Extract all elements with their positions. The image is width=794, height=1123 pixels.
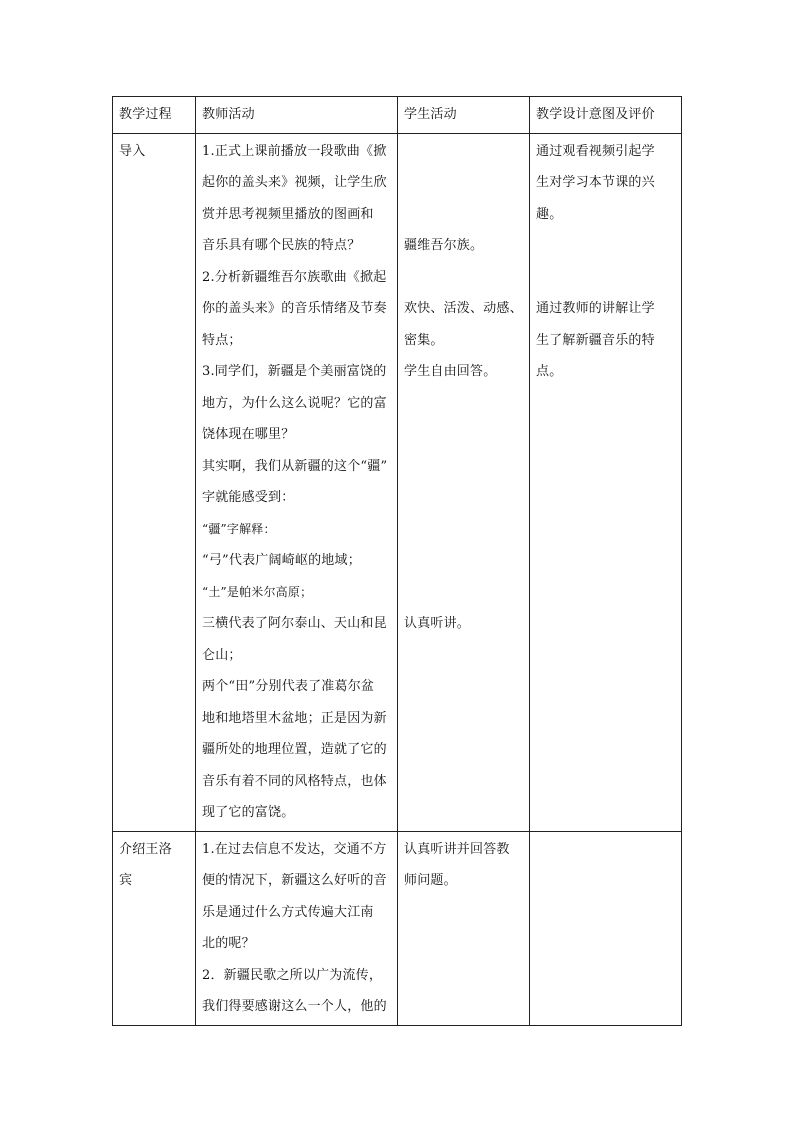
teacher-line: 起你的盖头来》视频，让学生欣: [202, 175, 387, 190]
teacher-line: 我们得要感谢这么一个人，他的: [202, 999, 387, 1014]
intent-line: 生了解新疆音乐的特: [536, 332, 655, 348]
teacher-line: 1.正式上课前播放一段歌曲《掀: [202, 143, 387, 159]
header-row: [113, 97, 682, 134]
header-student-activity: 学生活动: [398, 97, 530, 134]
teacher-line: 便的情况下，新疆这么好听的音: [202, 873, 387, 888]
intent-line: 通过教师的讲解让学: [536, 301, 655, 316]
student-line: 疆维吾尔族。: [404, 238, 484, 253]
teacher-line: 北的呢？: [202, 936, 255, 951]
teacher-line: 音乐具有哪个民族的特点？: [202, 238, 361, 253]
stage-cell: [113, 831, 196, 1025]
teacher-line: 地方，为什么这么说呢？它的富: [202, 395, 387, 411]
student-line: 学生自由回答。: [404, 364, 497, 379]
header-teacher-activity: 教师活动: [196, 97, 398, 134]
student-line: 欢快、活泼、动感、: [404, 301, 523, 316]
teacher-line: 仑山；: [202, 647, 242, 663]
stage-cell: [113, 133, 196, 831]
teacher-line: 字就能感受到：: [202, 490, 295, 505]
intent-line: 生对学习本节课的兴: [536, 175, 655, 190]
student-activity-cell: [398, 831, 530, 1025]
stage-text: 导入: [119, 143, 146, 159]
student-line: 认真听讲。: [404, 616, 471, 631]
teacher-line: 赏并思考视频里播放的图画和: [202, 206, 374, 222]
design-intent-cell: [530, 133, 682, 831]
teacher-line: 两个“田”分别代表了准葛尔盆: [202, 679, 375, 694]
design-intent-cell: [530, 831, 682, 1025]
teacher-activity-cell: [196, 831, 398, 1025]
teacher-line: 特点；: [202, 332, 242, 348]
teacher-line: 音乐有着不同的风格特点，也体: [202, 773, 387, 789]
teacher-line: “弓”代表广阔崎岖的地域；: [202, 553, 361, 568]
teacher-line: 2．新疆民歌之所以广为流传，: [202, 967, 383, 983]
student-line: 密集。: [404, 332, 444, 348]
teacher-line: “土”是帕米尔高原；: [202, 584, 313, 599]
teacher-line: 疆所处的地理位置，造就了它的: [202, 742, 387, 757]
teacher-line: 1.在过去信息不发达，交通不方: [202, 841, 387, 857]
teacher-line: 现了它的富饶。: [202, 805, 295, 820]
stage-text: 宾: [119, 873, 133, 888]
teacher-line: 饶体现在哪里？: [202, 427, 295, 442]
teacher-line: “疆”字解释：: [202, 521, 276, 536]
lesson-plan-table: [112, 96, 682, 1026]
stage-text: 介绍王洛: [119, 841, 172, 857]
table-row: [113, 133, 682, 831]
student-line: 师问题。: [404, 873, 457, 888]
table-row: [113, 831, 682, 1025]
teacher-line: 三横代表了阿尔泰山、天山和昆: [202, 616, 387, 631]
header-stage: 教学过程: [113, 97, 196, 134]
teacher-activity-cell: [196, 133, 398, 831]
teacher-line: 3.同学们，新疆是个美丽富饶的: [202, 364, 387, 379]
teacher-line: 其实啊，我们从新疆的这个“疆”: [202, 458, 388, 474]
teacher-line: 乐是通过什么方式传遍大江南: [202, 904, 374, 920]
student-activity-cell: [398, 133, 530, 831]
teacher-line: 你的盖头来》的音乐情绪及节奏: [202, 301, 387, 316]
header-design-intent: 教学设计意图及评价: [530, 97, 682, 134]
intent-line: 通过观看视频引起学: [536, 143, 655, 159]
teacher-line: 地和地塔里木盆地；正是因为新: [202, 710, 387, 726]
teacher-line: 2.分析新疆维吾尔族歌曲《掀起: [202, 269, 387, 285]
intent-line: 趣。: [536, 206, 563, 222]
intent-line: 点。: [536, 364, 563, 379]
student-line: 认真听讲并回答教: [404, 841, 510, 857]
